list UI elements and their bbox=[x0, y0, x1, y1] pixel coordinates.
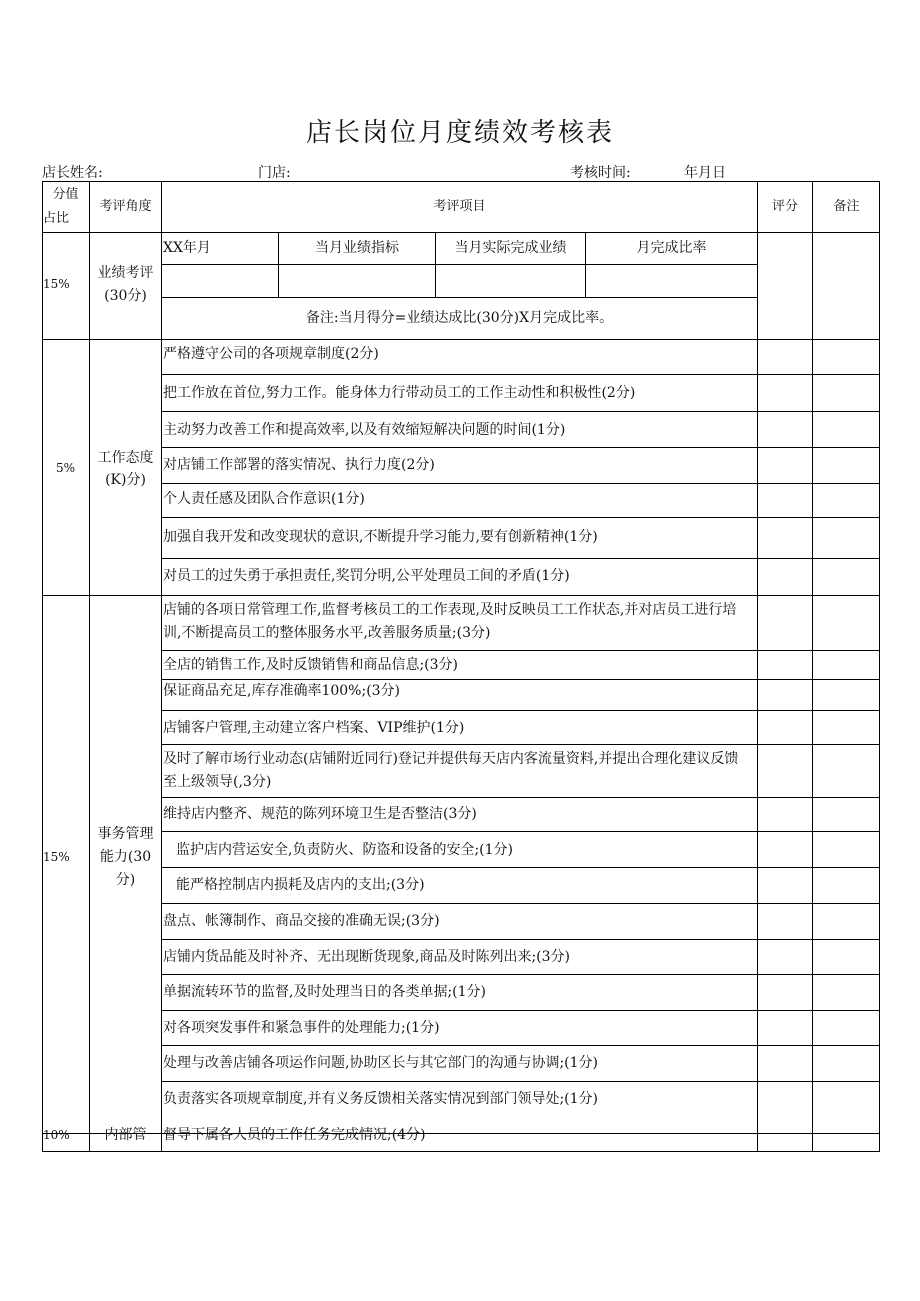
header-angle: 考评角度 bbox=[99, 199, 152, 214]
affairs-item: 店铺的各项日常管理工作,监督考核员工的工作表现,及时反映员工工作状态,并对店员工进行培训,不断提高员工的整体服务水平,改善服务质量;(3分) bbox=[163, 602, 737, 641]
attitude-item: 对员工的过失勇于承担责任,奖罚分明,公平处理员工间的矛盾(1分) bbox=[163, 568, 570, 584]
affairs-angle-line3: 分) bbox=[115, 872, 136, 888]
performance-angle-line1: 业绩考评 bbox=[97, 265, 154, 281]
attitude-item: 加强自我开发和改变现状的意识,不断提升学习能力,要有创新精神(1分) bbox=[163, 529, 598, 545]
performance-col-target: 当月业绩指标 bbox=[315, 240, 399, 256]
header-score: 评分 bbox=[771, 199, 798, 214]
performance-weight: 15% bbox=[43, 277, 70, 291]
affairs-item: 盘点、帐簿制作、商品交接的准确无误;(3分) bbox=[163, 913, 440, 929]
attitude-angle-line1: 工作态度 bbox=[97, 450, 154, 466]
affairs-weight: 15% bbox=[43, 850, 70, 864]
attitude-item: 主动努力改善工作和提高效率,以及有效缩短解决问题的时间(1分) bbox=[163, 422, 566, 438]
review-date-value: 年月日 bbox=[684, 165, 726, 181]
affairs-item: 单据流转环节的监督,及时处理当日的各类单据;(1分) bbox=[163, 984, 486, 1000]
affairs-item: 店铺客户管理,主动建立客户档案、VIP维护(1分) bbox=[163, 720, 465, 736]
performance-col-actual: 当月实际完成业绩 bbox=[454, 240, 567, 256]
attitude-weight: 5% bbox=[55, 461, 76, 475]
affairs-item: 保证商品充足,库存准确率100%;(3分) bbox=[163, 683, 401, 699]
affairs-item: 维持店内整齐、规范的陈列环境卫生是否整洁(3分) bbox=[163, 806, 477, 822]
internal-weight: 10% bbox=[43, 1128, 70, 1142]
store-label: 门店: bbox=[258, 165, 291, 181]
internal-angle-line1: 内部管 bbox=[104, 1127, 147, 1143]
attitude-item: 把工作放在首位,努力工作。能身体力行带动员工的工作主动性和积极性(2分) bbox=[163, 385, 636, 401]
attitude-item: 对店铺工作部署的落实情况、执行力度(2分) bbox=[163, 457, 435, 473]
affairs-item: 对各项突发事件和紧急事件的处理能力;(1分) bbox=[163, 1020, 440, 1036]
affairs-item: 全店的销售工作,及时反馈销售和商品信息;(3分) bbox=[163, 657, 458, 673]
attitude-item: 严格遵守公司的各项规章制度(2分) bbox=[163, 346, 379, 362]
performance-col-month: XX年月 bbox=[163, 240, 211, 256]
affairs-item: 监护店内营运安全,负责防火、防盗和设备的安全;(1分) bbox=[176, 842, 513, 858]
affairs-item: 能严格控制店内损耗及店内的支出;(3分) bbox=[176, 877, 425, 893]
performance-note: 备注:当月得分=业绩达成比(30分)X月完成比率。 bbox=[305, 310, 614, 326]
affairs-item: 店铺内货品能及时补齐、无出现断货现象,商品及时陈列出来;(3分) bbox=[163, 949, 570, 965]
header-remarks: 备注 bbox=[833, 199, 860, 214]
page-title: 店长岗位月度绩效考核表 bbox=[305, 118, 614, 148]
appraisal-table bbox=[42, 181, 880, 1152]
affairs-angle-line2: 能力(30 bbox=[99, 849, 152, 865]
header-weight-line2: 占比 bbox=[43, 211, 70, 226]
performance-col-ratio: 月完成比率 bbox=[636, 240, 707, 256]
header-items: 考评项目 bbox=[433, 199, 486, 214]
header-weight-line1: 分值 bbox=[52, 187, 79, 202]
affairs-angle-line1: 事务管理 bbox=[97, 826, 154, 842]
affairs-item: 处理与改善店铺各项运作问题,协助区长与其它部门的沟通与协调;(1分) bbox=[163, 1055, 598, 1071]
affairs-item: 及时了解市场行业动态(店铺附近同行)登记并提供每天店内客流量资料,并提出合理化建议反馈至上级领导(,3分) bbox=[163, 751, 739, 790]
internal-item: 督导下属各人员的工作任务完成情况;(4分) bbox=[163, 1127, 426, 1143]
attitude-angle-line2: (K)分) bbox=[105, 472, 146, 488]
performance-angle-line2: (30分) bbox=[104, 288, 147, 304]
attitude-item: 个人责任感及团队合作意识(1分) bbox=[163, 491, 365, 507]
affairs-item: 负责落实各项规章制度,并有义务反馈相关落实情况到部门领导处;(1分) bbox=[163, 1091, 598, 1107]
review-time-label: 考核时间: bbox=[570, 165, 631, 181]
manager-name-label: 店长姓名: bbox=[42, 165, 103, 181]
